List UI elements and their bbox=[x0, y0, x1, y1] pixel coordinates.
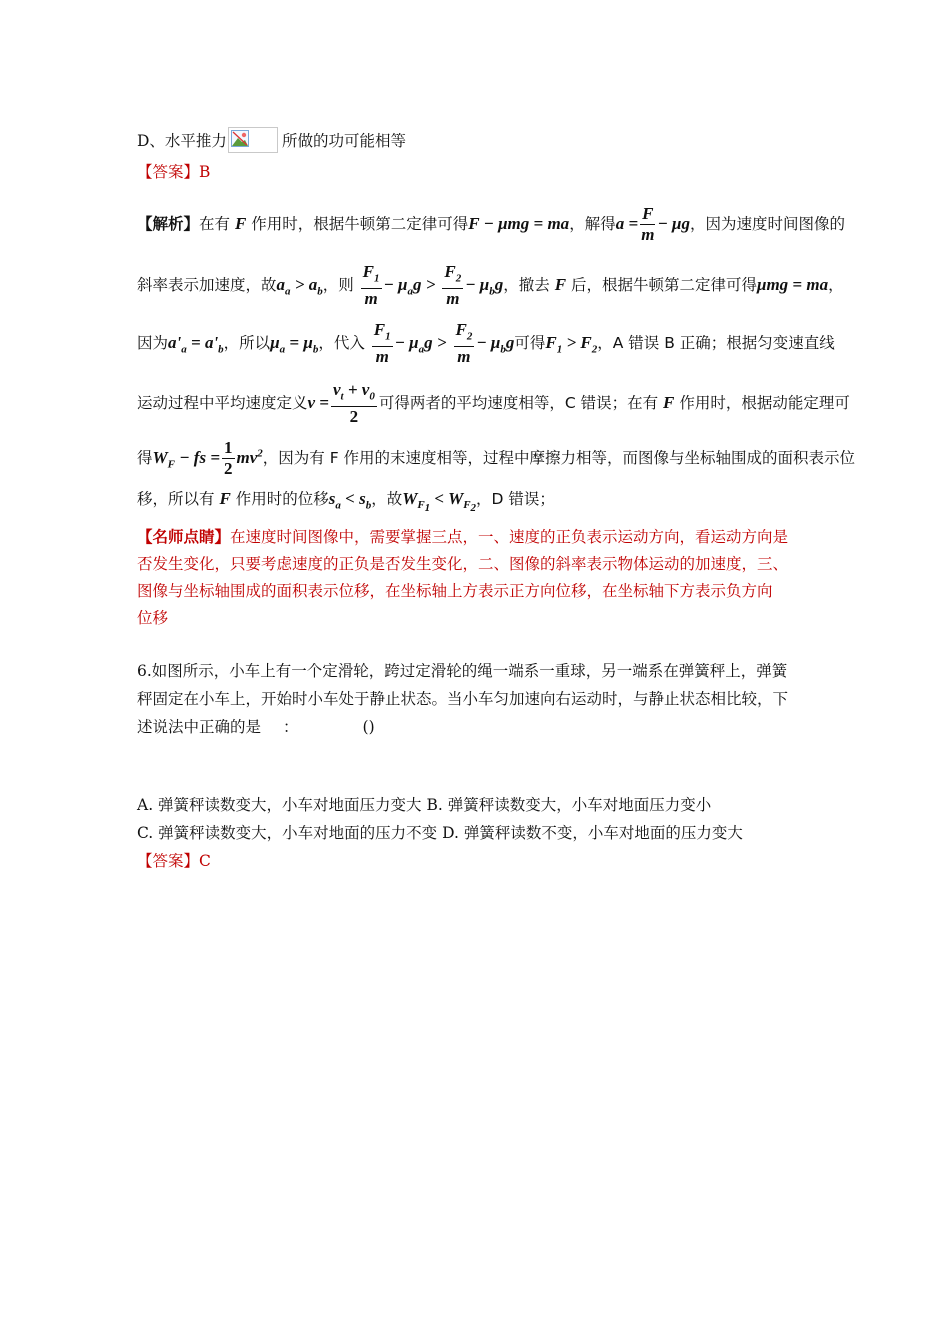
math-mu-b-g: − $\mu_bg$ bbox=[476, 333, 515, 356]
math-v-eq: v = bbox=[307, 393, 329, 413]
answer-value: C bbox=[199, 852, 211, 870]
math-minus-mug: − μg bbox=[657, 214, 690, 233]
tips-line-2 bbox=[137, 553, 788, 575]
analysis-line-4 bbox=[137, 380, 850, 427]
math-a-prime-eq: $a'_a = a'_b$ bbox=[168, 333, 224, 356]
analysis-line-2 bbox=[137, 262, 844, 309]
answer-value: B bbox=[199, 163, 211, 181]
math-a-eq: a = bbox=[615, 214, 639, 233]
question-text: 6.如图所示，小车上有一个定滑轮，跨过定滑轮的绳一端系一重球，另一端系在弹簧秤上，弹簧 bbox=[137, 662, 788, 680]
math-newton-eq: F − μmg = ma bbox=[468, 214, 570, 233]
option-d-suffix: 所做的功可能相等 bbox=[281, 132, 406, 150]
option-d bbox=[137, 127, 406, 153]
analysis-line-3 bbox=[137, 320, 835, 367]
analysis-text: 移，所以有 bbox=[137, 490, 215, 508]
math-F1-gt-F2: $F_1 > F_2$ bbox=[545, 333, 598, 356]
analysis-text: ，D 错误； bbox=[476, 490, 555, 508]
analysis-text: ，A 错误 B 正确；根据匀变速直线 bbox=[597, 334, 835, 353]
analysis-text: ，因为有 F 作用的末速度相等，过程中摩擦力相等，而图像与坐标轴围成的面积表示位 bbox=[262, 449, 856, 467]
tips-text: 位移 bbox=[137, 609, 169, 627]
math-W-compare: $W_{F_1} < W_{F_2}$ bbox=[402, 489, 477, 515]
tips-text: 图像与坐标轴围成的面积表示位移，在坐标轴上方表示正方向位移，在坐标轴下方表示负方向 bbox=[137, 582, 773, 600]
answer-tag: 【答案】 bbox=[137, 163, 200, 181]
analysis-text: 得 bbox=[137, 449, 153, 467]
tips-line-1 bbox=[137, 526, 788, 548]
analysis-text: 斜率表示加速度，故 bbox=[137, 276, 277, 295]
question-6-line-3 bbox=[137, 716, 375, 738]
question-6-options-2 bbox=[137, 822, 743, 844]
answer-1 bbox=[137, 161, 210, 183]
answer-2 bbox=[137, 850, 211, 872]
analysis-text: ， bbox=[828, 276, 844, 295]
math-mu-eq: $\mu_a = \mu_b$ bbox=[270, 333, 319, 356]
question-6-line-1 bbox=[137, 660, 787, 682]
tips-text: 在速度时间图像中，需要掌握三点，一、速度的正负表示运动方向，看运动方向是 bbox=[230, 528, 789, 546]
analysis-text: 后，根据牛顿第二定律可得 bbox=[570, 276, 757, 295]
analysis-tag: 【解析】 bbox=[137, 215, 200, 233]
answer-tag: 【答案】 bbox=[137, 852, 200, 870]
tips-tag: 【名师点睛】 bbox=[137, 527, 231, 546]
analysis-text: ，所以 bbox=[223, 334, 271, 353]
math-mu-a-g: − $\mu_ag$ > bbox=[383, 275, 436, 298]
math-F: F bbox=[663, 393, 675, 413]
math-work-energy: $W_F$ − fs = bbox=[152, 448, 220, 471]
analysis-text: ，因为速度时间图像的 bbox=[690, 215, 846, 233]
analysis-text: ，则 bbox=[322, 276, 354, 295]
question-6-options-1 bbox=[137, 794, 711, 816]
options-text: A. 弹簧秤读数变大，小车对地面压力变大 B. 弹簧秤读数变大，小车对地面压力变小 bbox=[137, 796, 712, 814]
math-F: F bbox=[219, 489, 231, 508]
analysis-text: 作用时，根据动能定理可 bbox=[679, 394, 850, 413]
options-text: C. 弹簧秤读数变大，小车对地面的压力不变 D. 弹簧秤读数不变，小车对地面的压力变大 bbox=[137, 824, 743, 842]
math-fraction-F1-m: $\frac{F_1}{m}$ bbox=[362, 262, 380, 309]
tips-line-4 bbox=[137, 607, 168, 629]
analysis-text: ，解得 bbox=[569, 215, 616, 233]
broken-image-icon bbox=[228, 127, 278, 153]
math-fraction-mean-velocity: $\frac{v_t + v_0}{2}$ bbox=[333, 380, 375, 427]
question-text: 述说法中正确的是 bbox=[137, 718, 262, 736]
math-aa-gt-ab: $a_a > a_b$ bbox=[276, 275, 323, 298]
option-d-prefix: D、水平推力 bbox=[137, 132, 227, 150]
math-mu-b-g: − $\mu_bg$ bbox=[465, 275, 504, 298]
analysis-line-1 bbox=[137, 204, 845, 245]
analysis-text: 可得 bbox=[514, 334, 546, 353]
analysis-text: ，撤去 bbox=[503, 276, 550, 295]
math-fraction-F2-m: $\frac{F_2}{m}$ bbox=[444, 262, 462, 309]
math-mv2: $mv^2$ bbox=[236, 447, 263, 467]
question-6-line-2 bbox=[137, 688, 788, 710]
analysis-text: ，故 bbox=[371, 490, 403, 508]
analysis-text: 作用时的位移 bbox=[235, 490, 329, 508]
math-sa-lt-sb: $s_a < s_b$ bbox=[328, 489, 372, 512]
analysis-text: 可得两者的平均速度相等，C 错误；在有 bbox=[378, 394, 659, 413]
math-fraction-F2-m: $\frac{F_2}{m}$ bbox=[455, 320, 473, 367]
math-fraction-F-m: $\frac{F}{m}$ bbox=[641, 204, 655, 244]
analysis-text: 因为 bbox=[137, 334, 169, 353]
math-F: F bbox=[554, 275, 567, 295]
math-mu-a-g: − $\mu_ag$ > bbox=[394, 333, 447, 356]
math-fraction-F1-m: $\frac{F_1}{m}$ bbox=[373, 320, 391, 367]
tips-text: 否发生变化，只要考虑速度的正负是否发生变化，二、图像的斜率表示物体运动的加速度，三、 bbox=[137, 555, 789, 573]
tips-line-3 bbox=[137, 580, 773, 602]
analysis-text: ，代入 bbox=[318, 334, 365, 353]
math-mumg-ma: μmg = ma bbox=[757, 275, 829, 295]
analysis-line-5 bbox=[137, 438, 855, 479]
analysis-text: 作用时，根据牛顿第二定律可得 bbox=[251, 215, 469, 233]
question-colon: ： bbox=[283, 718, 299, 736]
analysis-text: 在有 bbox=[199, 215, 231, 233]
analysis-text: 运动过程中平均速度定义 bbox=[137, 394, 308, 413]
question-text: 秤固定在小车上，开始时小车处于静止状态。当小车匀加速向右运动时，与静止状态相比较，下 bbox=[137, 690, 789, 708]
analysis-line-6 bbox=[137, 488, 555, 520]
math-fraction-half: $\frac{1}{2}$ bbox=[224, 438, 233, 478]
question-blank: () bbox=[362, 718, 375, 736]
math-F: F bbox=[234, 214, 247, 233]
